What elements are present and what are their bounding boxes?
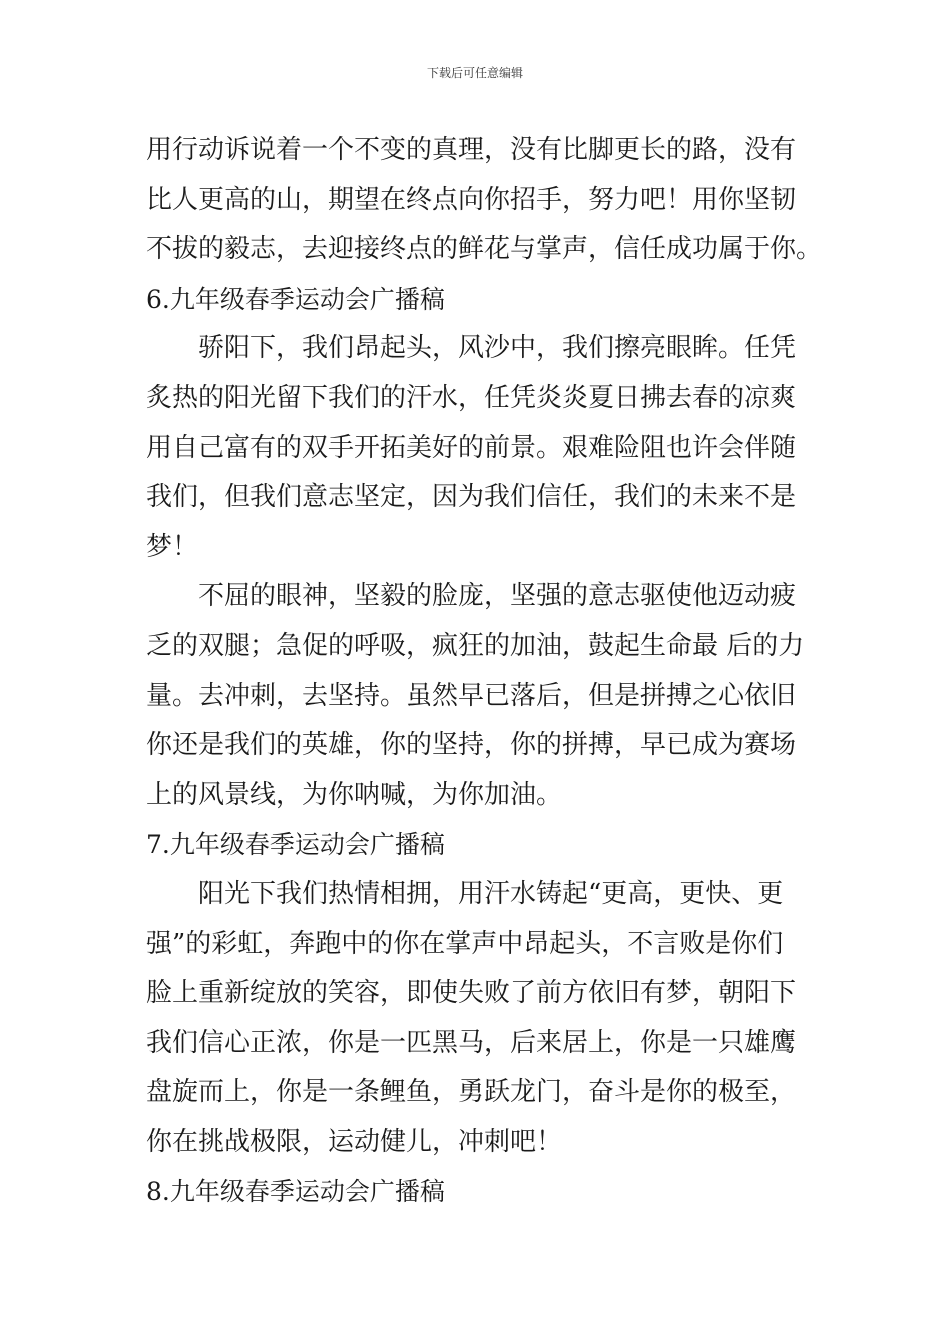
body-line: 你还是我们的英雄，你的坚持，你的拼搏，早已成为赛场 [146, 730, 797, 761]
body-line: 我们，但我们意志坚定，因为我们信任，我们的未来不是 [146, 482, 797, 513]
body-line: 强”的彩虹，奔跑中的你在掌声中昂起头，不言败是你们 [146, 928, 784, 959]
body-line: 我们信心正浓，你是一匹黑马，后来居上，你是一只雄鹰 [146, 1027, 797, 1058]
body-line: 比人更高的山，期望在终点向你招手，努力吧！用你坚韧 [146, 184, 797, 215]
paragraph-first-line: 不屈的眼神，坚毅的脸庞，坚强的意志驱使他迈动疲 [198, 581, 797, 612]
body-line: 上的风景线，为你呐喊，为你加油。 [146, 779, 563, 810]
body-line: 梦！ [146, 531, 199, 562]
body-line: 你在挑战极限，运动健儿，冲刺吧！ [146, 1126, 563, 1157]
body-line: 盘旋而上，你是一条鲤鱼，勇跃龙门，奋斗是你的极至， [146, 1077, 797, 1108]
section-heading-7: 7.九年级春季运动会广播稿 [146, 830, 445, 860]
page-header-note: 下载后可任意编辑 [426, 66, 523, 80]
body-line: 脸上重新绽放的笑容，即使失败了前方依旧有梦，朝阳下 [146, 978, 797, 1009]
body-line: 用行动诉说着一个不变的真理，没有比脚更长的路，没有 [146, 135, 797, 165]
body-line: 乏的双腿；急促的呼吸，疯狂的加油，鼓起生命最 后的力 [146, 630, 805, 661]
body-line: 量。去冲刺，去坚持。虽然早已落后，但是拼搏之心依旧 [146, 680, 797, 711]
section-heading-8: 8.九年级春季运动会广播稿 [146, 1177, 445, 1207]
body-line: 炙热的阳光留下我们的汗水，任凭炎炎夏日拂去春的凉爽 [146, 382, 797, 413]
document-body [146, 126, 823, 1217]
body-line: 用自己富有的双手开拓美好的前景。艰难险阻也许会伴随 [146, 432, 797, 463]
paragraph-first-line: 阳光下我们热情相拥，用汗水铸起“更高，更快、更 [198, 878, 784, 909]
body-line: 不拔的毅志，去迎接终点的鲜花与掌声，信任成功属于你。 [146, 234, 823, 265]
section-heading-6: 6.九年级春季运动会广播稿 [146, 284, 445, 314]
paragraph-first-line: 骄阳下，我们昂起头，风沙中，我们擦亮眼眸。任凭 [198, 333, 797, 364]
